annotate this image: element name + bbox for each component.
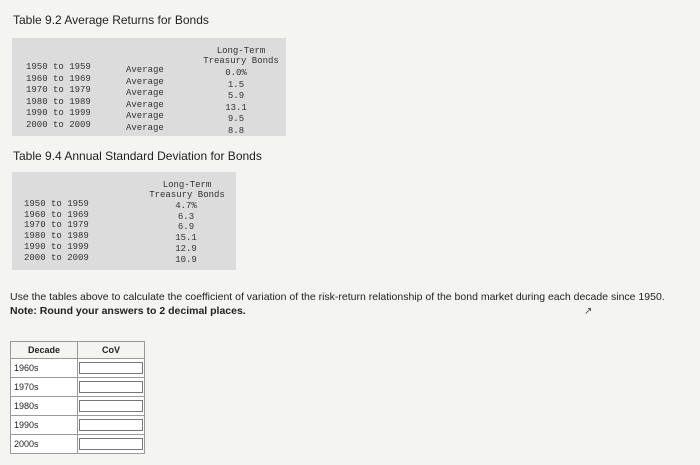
table-9-4-title: Table 9.4 Annual Standard Deviation for Bonds	[13, 149, 262, 163]
table-row: 2000 to 2009	[24, 252, 89, 263]
decade-header: Decade	[11, 342, 78, 359]
table-row: 1990 to 1999	[26, 108, 91, 118]
decade-cell: 1980s	[11, 397, 78, 416]
table-row	[11, 397, 145, 416]
table-9-4-column-header: Long-Term Treasury Bonds	[149, 180, 225, 200]
cov-header: CoV	[78, 342, 145, 359]
answer-table	[10, 341, 145, 454]
table-row: 1960 to 1969	[26, 73, 91, 84]
table-row	[11, 359, 145, 378]
cursor-icon: ↗	[584, 306, 593, 317]
table-9-4-values: 4.7% 6.3 6.9 15.1 12.9 10.9	[175, 201, 197, 265]
table-9-2-values: 0.0% 1.5 5.9 13.1 9.5 8.8	[225, 68, 247, 136]
decade-cell: 1990s	[11, 416, 78, 435]
question-text: Use the tables above to calculate the coefficient of variation of the risk-return relationship of the bond market during each decade since 1950.	[10, 291, 665, 303]
table-row: 1980 to 1989	[26, 96, 91, 107]
table-row	[11, 435, 145, 454]
cov-input-1970s[interactable]	[79, 381, 143, 393]
cov-input-2000s[interactable]	[79, 438, 143, 450]
table-row: 1980 to 1989	[24, 231, 89, 242]
table-9-2-labels: Average Average Average Average Average Average	[126, 65, 164, 133]
table-9-2-column-header: Long-Term Treasury Bonds	[203, 46, 279, 66]
table-9-2-title: Table 9.2 Average Returns for Bonds	[13, 13, 209, 27]
table-9-4-image	[12, 172, 236, 270]
cov-input-1960s[interactable]	[79, 362, 143, 374]
table-row: 2000 to 2009	[26, 119, 91, 130]
table-9-2-rows	[26, 62, 91, 131]
table-row: 1970 to 1979	[26, 85, 91, 95]
table-row: 1960 to 1969	[24, 209, 89, 220]
decade-cell: 1960s	[11, 359, 78, 378]
cov-input-1980s[interactable]	[79, 400, 143, 412]
table-row: 1970 to 1979	[24, 220, 89, 231]
table-row: 1950 to 1959	[24, 199, 89, 209]
table-9-2-image	[12, 38, 286, 136]
table-9-4-rows	[24, 199, 89, 263]
table-row	[11, 416, 145, 435]
decade-cell: 2000s	[11, 435, 78, 454]
decade-cell: 1970s	[11, 378, 78, 397]
table-row: 1950 to 1959	[26, 62, 91, 72]
cov-input-1990s[interactable]	[79, 419, 143, 431]
table-row: 1990 to 1999	[24, 241, 89, 252]
rounding-note: Note: Round your answers to 2 decimal places.	[10, 305, 246, 317]
table-row	[11, 378, 145, 397]
